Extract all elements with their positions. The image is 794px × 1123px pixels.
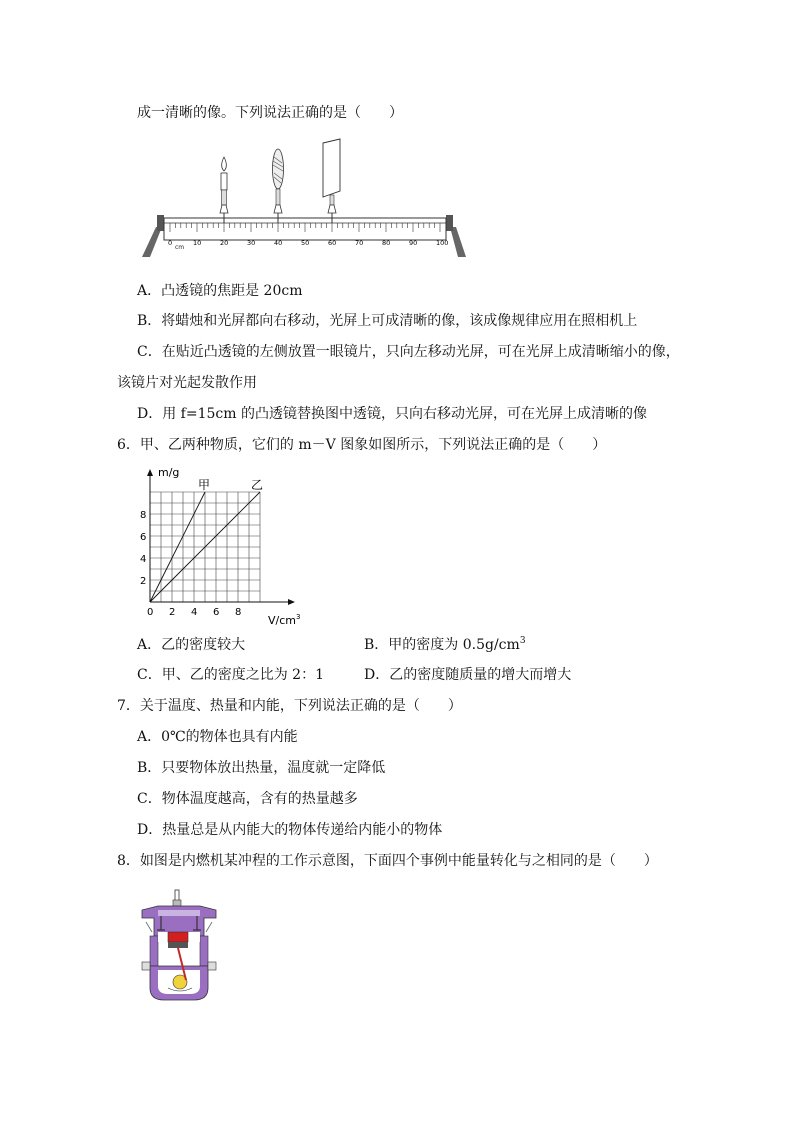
q8-stem: 8．如图是内燃机某冲程的工作示意图，下面四个事例中能量转化与之相同的是（ ） <box>117 853 658 869</box>
bench-tick-label: 0 <box>168 239 173 247</box>
bench-left-leg <box>142 227 162 257</box>
q7-option-a[interactable]: A．0℃的物体也具有内能 <box>137 729 298 745</box>
bench-right-end <box>446 215 453 231</box>
y-tick-6: 6 <box>140 532 147 543</box>
mass-volume-graph <box>138 462 318 632</box>
convex-lens <box>273 149 284 223</box>
bench-tick-label: 70 <box>355 239 364 247</box>
x-tick-4: 4 <box>191 607 198 618</box>
bench-tick-label: 60 <box>328 239 337 247</box>
candle <box>220 157 228 223</box>
bench-tick-label: 100 <box>436 239 449 247</box>
q6-option-d[interactable]: D．乙的密度随质量的增大而增大 <box>364 667 572 683</box>
bench-tick-label: 10 <box>193 239 202 247</box>
q5-option-c[interactable]: C．在贴近凸透镜的左侧放置一眼镜片，只向左移动光屏，可在光屏上成清晰缩小的像， <box>137 344 680 360</box>
q5-option-d[interactable]: D．用 f=15cm 的凸透镜替换图中透镜，只向右移动光屏，可在光屏上成清晰的像 <box>137 406 647 422</box>
bench-left-end <box>157 215 164 231</box>
q6-stem: 6．甲、乙两种物质，它们的 m－V 图象如图所示，下列说法正确的是（ ） <box>117 437 607 453</box>
x-tick-8: 8 <box>235 607 242 618</box>
bench-unit: cm <box>175 244 185 251</box>
q5-stem-tail: 成一清晰的像。下列说法正确的是（ ） <box>137 105 403 121</box>
q7-option-b[interactable]: B．只要物体放出热量，温度就一定降低 <box>137 760 386 776</box>
bench-tick-label: 30 <box>247 239 256 247</box>
q7-stem: 7．关于温度、热量和内能，下列说法正确的是（ ） <box>117 698 462 714</box>
q7-option-c[interactable]: C．物体温度越高，含有的热量越多 <box>137 791 358 807</box>
bench-tick-label: 80 <box>382 239 391 247</box>
optical-bench-figure <box>140 135 480 263</box>
q5-option-c-continued: 该镜片对光起发散作用 <box>117 375 257 391</box>
q6-option-a[interactable]: A．乙的密度较大 <box>137 637 246 653</box>
y-axis-label: m/g <box>158 466 180 479</box>
q5-option-b[interactable]: B．将蜡烛和光屏都向右移动，光屏上可成清晰的像，该成像规律应用在照相机上 <box>137 313 638 329</box>
q7-option-d[interactable]: D．热量总是从内能大的物体传递给内能小的物体 <box>137 822 443 838</box>
x-tick-2: 2 <box>169 607 176 618</box>
y-tick-2: 2 <box>140 576 147 587</box>
series-jia-label: 甲 <box>198 478 211 492</box>
bench-tick-label: 20 <box>220 239 229 247</box>
light-screen <box>323 139 340 223</box>
x-tick-6: 6 <box>213 607 220 618</box>
q5-option-a[interactable]: A．凸透镜的焦距是 20cm <box>137 283 303 299</box>
y-tick-8: 8 <box>140 510 147 521</box>
x-axis-label: $V/cm^3$ <box>268 613 301 627</box>
bench-tick-label: 40 <box>274 239 283 247</box>
bench-tick-label: 50 <box>301 239 310 247</box>
q6-option-b[interactable]: B．甲的密度为 $0.5g/cm^3$ <box>364 636 526 653</box>
bench-right-leg <box>450 227 466 257</box>
origin-label: 0 <box>147 607 154 618</box>
y-tick-4: 4 <box>140 554 147 565</box>
q6-option-c[interactable]: C．甲、乙的密度之比为 2：1 <box>137 667 324 683</box>
bench-tick-label: 90 <box>409 239 418 247</box>
series-yi-label: 乙 <box>251 478 264 492</box>
engine-stroke-figure <box>138 888 220 1006</box>
